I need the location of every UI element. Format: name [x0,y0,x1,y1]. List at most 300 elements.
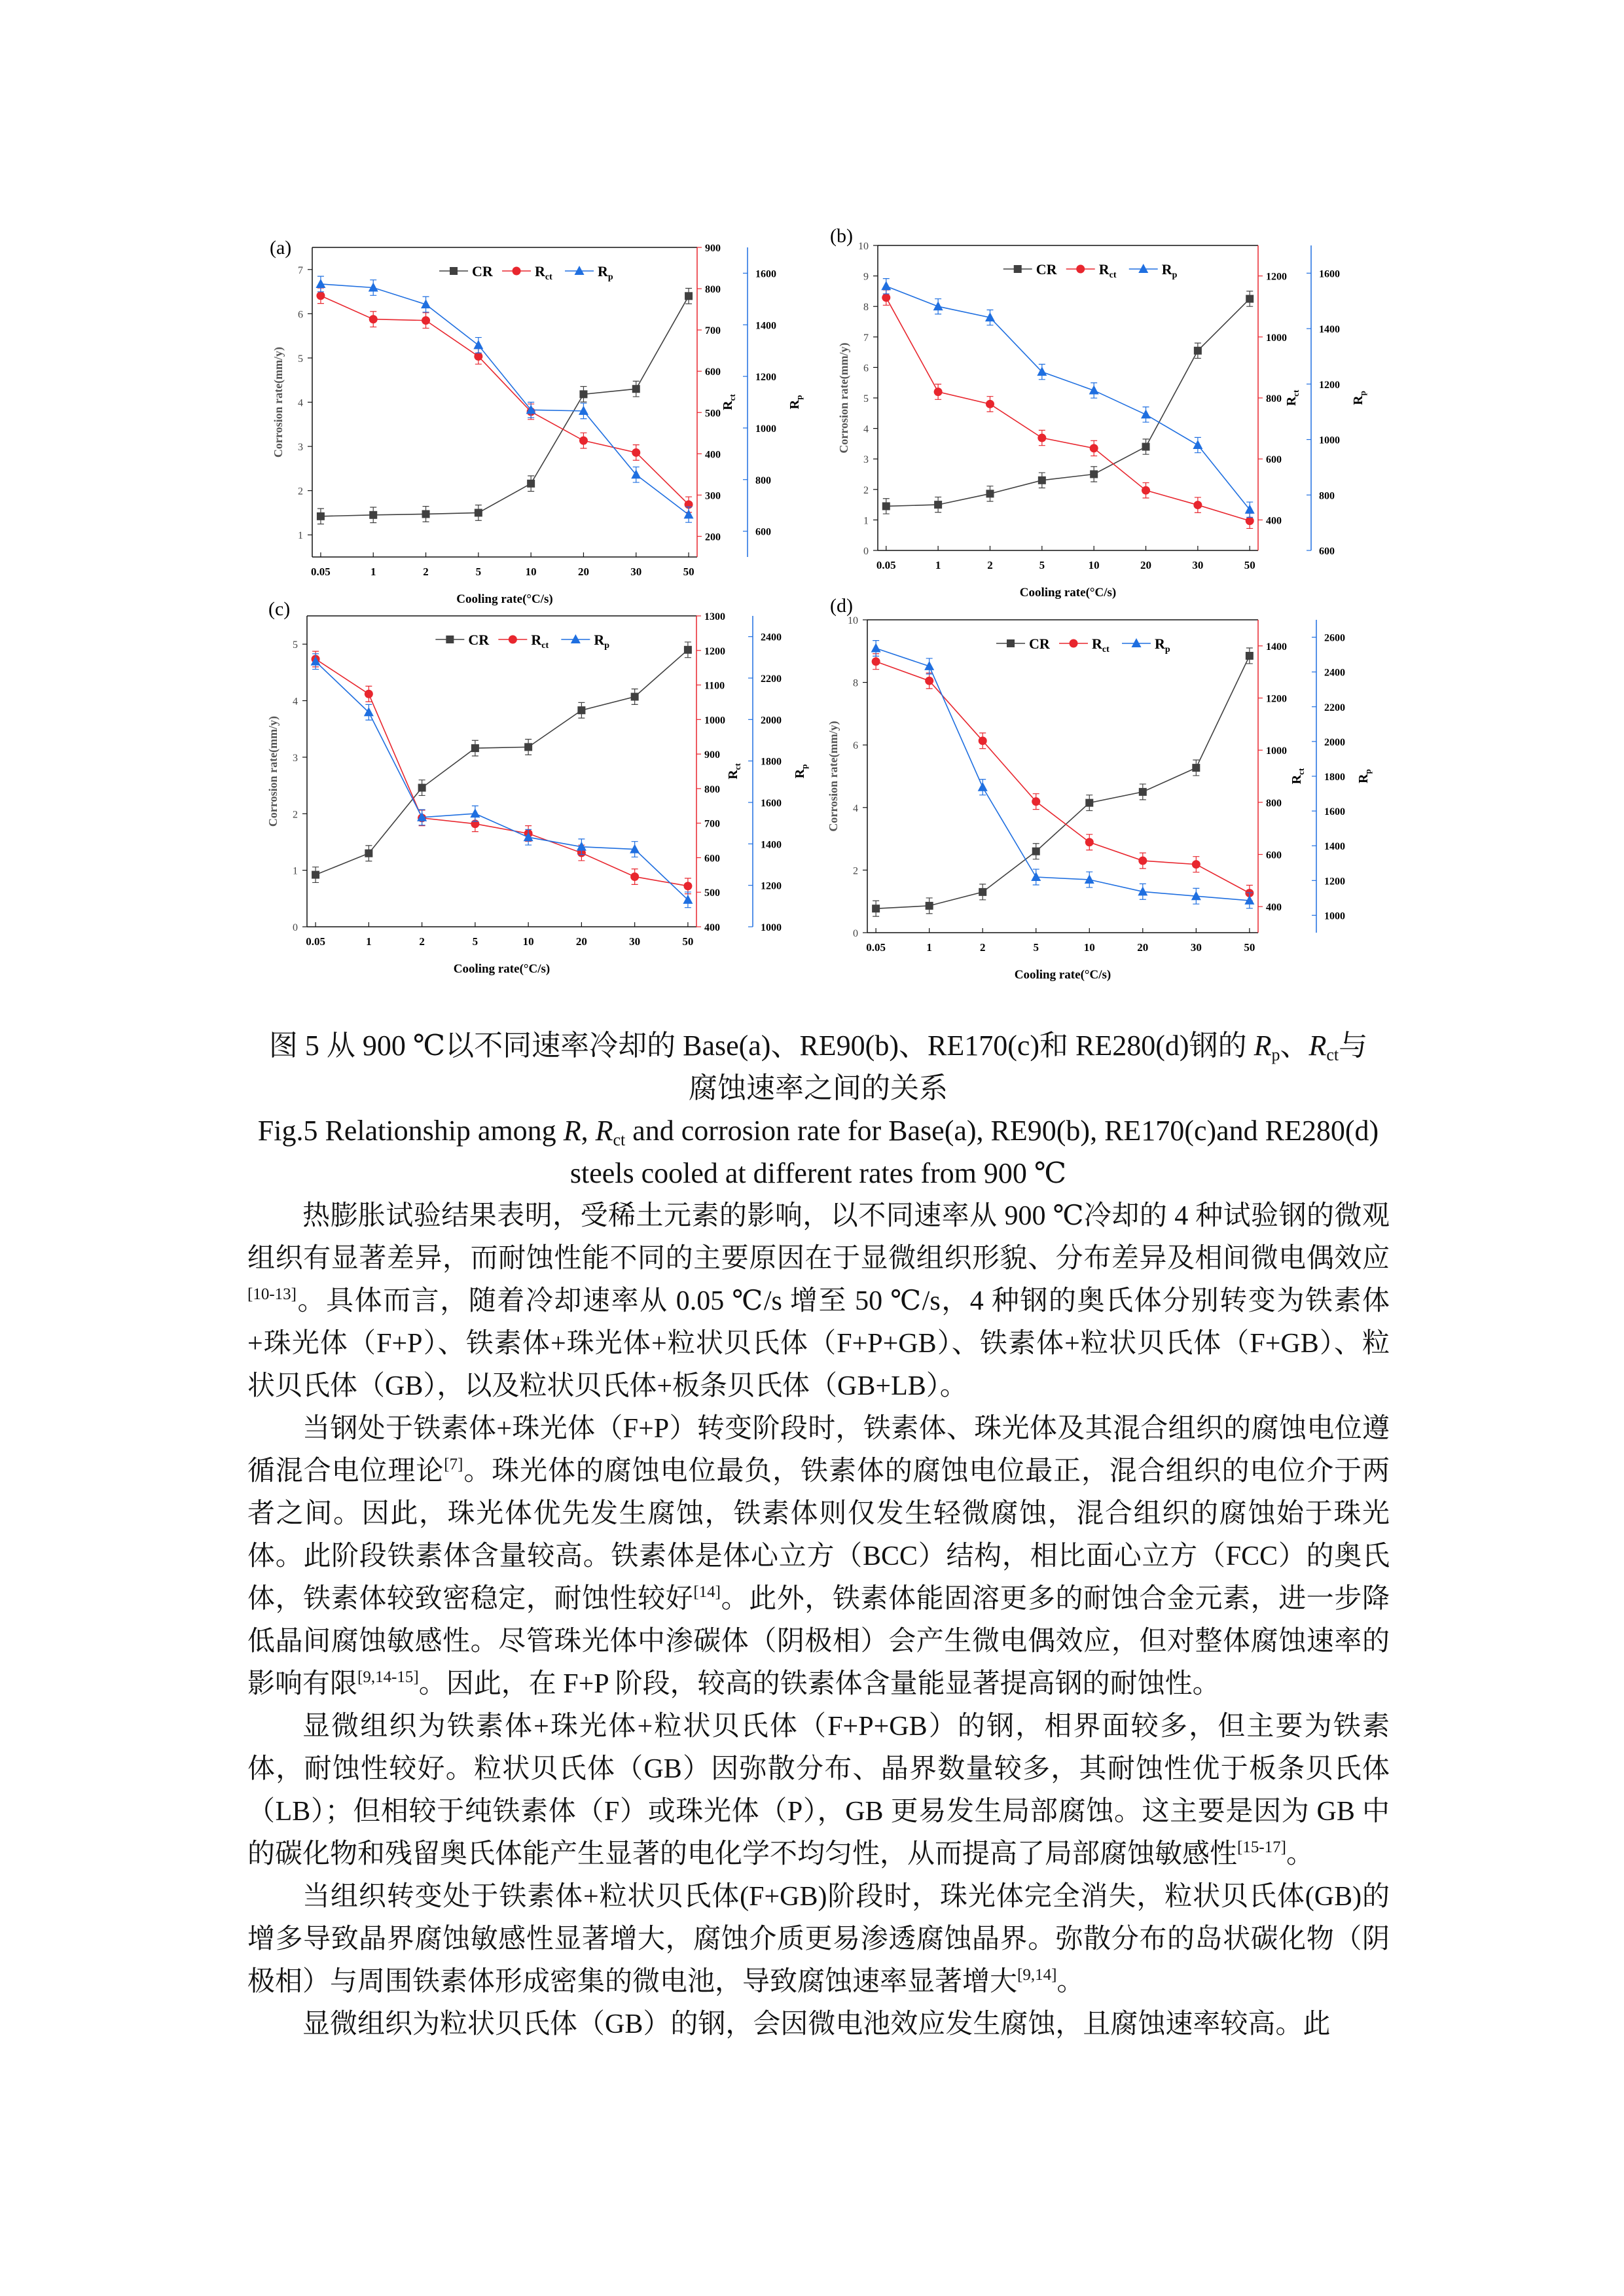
legend-label [1029,636,1051,652]
legend-label-sub: ct [1109,270,1117,280]
x-tick-label: 5 [1033,941,1039,954]
rct-tick-label: 1300 [704,611,725,622]
rp-tick-label: 1400 [1324,841,1345,853]
italic-symbol: R [1308,1030,1327,1062]
text-run: 。具体而言，随着冷却速率从 0.05 ℃/s 增至 50 ℃/s，4 种钢的奥氏体分别转变为铁素体+珠光体（F+P）、铁素体+珠光体+粒状贝氏体（F+P+GB）、铁素体+粒状贝氏体（F+GB）、粒状贝氏体（GB），以及粒状贝氏体+板条贝氏体（GB+LB）。 [247,1286,1390,1401]
text-run: 热膨胀试验结果表明，受稀土元素的影响，以不同速率从 900 ℃冷却的 4 种试验钢的微观组织有显著差异，而耐蚀性能不同的主要原因在于显微组织形貌、分布差异及相间微电偶效应 [247,1201,1390,1274]
rct-tick-label: 1200 [704,645,725,657]
axis-title-main: R [721,401,735,410]
rp-axis-title [793,764,809,779]
legend-label-main: CR [1036,261,1057,278]
data-point-cr [422,510,430,518]
legend-marker-rp [1132,638,1142,647]
legend-marker-rct [1070,639,1078,648]
data-point-cr [1246,295,1254,303]
cr-tick-label: 7 [863,332,869,344]
data-point-cr [1032,848,1040,855]
legend-label [1099,261,1117,280]
paragraph [247,1195,1390,1408]
legend-marker-rp [1138,264,1148,273]
rp-tick-label: 2000 [761,715,782,726]
rp-tick-label: 2600 [1324,632,1345,644]
x-tick-label: 20 [1137,941,1149,954]
cr-tick-label: 3 [293,752,298,764]
cr-tick-label: 0 [853,928,858,939]
legend [435,632,609,651]
rct-tick-label: 900 [704,749,720,761]
data-point-rp [473,340,483,349]
axis-title-main: R [1356,774,1371,783]
legend-label [1092,636,1110,655]
series-line-cr [876,656,1250,908]
legend-label [598,263,613,282]
rct-tick-label: 600 [1266,454,1282,466]
x-tick-label: 10 [1088,559,1100,571]
legend-label-main: R [598,263,608,279]
series-line-rct [886,298,1250,521]
chart-panel [827,595,1373,982]
paragraph [247,1706,1390,1876]
figure-caption-cn-line1 [242,1024,1394,1067]
data-point-cr [524,743,532,751]
rp-tick-label: 1400 [1319,324,1340,336]
data-point-rp [881,281,891,290]
text-run: 图 5 从 900 ℃以不同速率冷却的 Base(a)、RE90(b)、RE170(c)和 RE280(d)钢的 [268,1030,1254,1062]
axis-title-main: R [726,770,740,780]
figure-caption-en-line2 [242,1152,1394,1194]
rp-tick-label: 1000 [755,423,776,435]
data-point-rct [1193,501,1202,509]
rct-axis-title [1284,389,1301,406]
cr-tick-label: 2 [298,486,303,497]
legend-marker-rct [513,267,521,276]
data-point-rct [579,437,588,445]
cr-tick-label: 1 [863,515,869,527]
rct-tick-label: 900 [705,243,721,254]
legend-label [531,632,549,651]
data-point-rct [1038,434,1046,442]
data-point-cr [1194,347,1202,355]
legend-marker-rct [509,636,517,644]
data-point-rct [1090,444,1098,452]
x-tick-label: 30 [1192,559,1204,571]
x-tick-label: 50 [682,935,694,948]
legend-label-main: R [1155,636,1165,652]
chart-panel [266,598,809,976]
data-point-cr [934,501,942,509]
data-point-rct [1138,857,1147,865]
text-run: 。 [1286,1839,1314,1869]
rp-tick-label: 600 [1319,546,1335,557]
data-point-rp [1031,872,1041,881]
panel-label: (d) [830,595,853,617]
data-point-cr [684,646,692,654]
data-point-rct [369,315,378,323]
series-rct [882,290,1254,528]
cr-axis-title: Corrosion rate(mm/y) [837,342,850,454]
x-tick-label: 2 [979,941,986,954]
rp-tick-label: 1200 [1319,379,1340,391]
rct-tick-label: 600 [705,367,721,378]
rp-tick-label: 2400 [1324,667,1345,679]
legend-label-sub: ct [1102,645,1110,655]
rct-tick-label: 400 [705,449,721,461]
legend-label [1036,261,1058,278]
data-point-rp [684,509,694,518]
data-point-rct [316,291,325,300]
data-point-rp [1193,440,1202,449]
cr-tick-label: 2 [293,809,298,821]
legend-label-sub: p [604,641,610,651]
rct-tick-label: 1000 [1266,332,1287,344]
rct-tick-label: 500 [705,408,721,420]
citation: [9,14-15] [357,1668,419,1686]
subscript: ct [1326,1045,1339,1064]
rct-tick-label: 500 [704,888,720,899]
rct-axis-title [726,763,742,780]
rp-tick-label: 1600 [761,798,782,809]
text-run: 与 [1339,1030,1368,1062]
legend [439,263,613,282]
legend-label-main: CR [468,632,490,648]
legend-label [472,263,494,279]
rct-tick-label: 600 [1266,850,1282,861]
data-point-rct [630,872,639,881]
chart-panel [830,225,1367,600]
subscript: p [1271,1045,1280,1064]
x-tick-label: 0.05 [876,559,896,571]
rct-tick-label: 400 [704,922,720,933]
series-rp [316,276,693,522]
axis-title-sub: ct [1296,768,1306,775]
data-point-cr [882,502,890,510]
legend-marker-cr [450,267,458,275]
citation: [14] [693,1583,721,1601]
text-run: 当组织转变处于铁素体+粒状贝氏体(F+GB)阶段时，珠光体完全消失，粒状贝氏体(GB)的增多导致晶界腐蚀敏感性显著增大，腐蚀介质更易渗透腐蚀晶界。弥散分布的岛状碳化物（阴极相）与周围铁素体形成密集的微电池，导致腐蚀速率显著增大 [247,1882,1390,1997]
legend-label-main: R [1098,261,1110,278]
x-axis-title: Cooling rate(°C/s) [1019,586,1117,600]
x-axis-title: Cooling rate(°C/s) [1014,968,1111,982]
series-rp [881,279,1254,518]
data-point-rct [925,677,933,685]
text-run: steels cooled at different rates from 900 ℃ [569,1157,1067,1189]
cr-tick-label: 1 [298,530,303,542]
data-point-cr [365,850,372,857]
text-run: Fig.5 Relationship among [257,1115,564,1147]
figure-caption-en-line1 [242,1109,1394,1152]
rp-axis-title [1351,391,1367,405]
rp-tick-label: 2400 [761,632,782,643]
x-tick-label: 2 [987,559,993,571]
legend-label-main: R [535,263,545,279]
rct-tick-label: 1400 [1266,641,1287,653]
series-line-cr [316,650,688,875]
rct-tick-label: 1000 [704,715,725,726]
cr-tick-label: 9 [863,271,869,283]
data-point-cr [979,888,986,896]
citation: [10-13] [247,1285,297,1303]
data-point-cr [418,784,426,792]
rp-axis-title [1356,769,1373,783]
data-point-cr [926,902,933,910]
text-run: 当钢处于铁素体+珠光体（F+P）转变阶段时，铁素体、珠光体及其混合组织的腐蚀电位遵循混合电位理论 [247,1414,1390,1486]
series-line-cr [321,296,689,516]
x-tick-label: 30 [1190,941,1202,954]
cr-tick-label: 6 [863,363,869,374]
paragraph [247,2003,1390,2046]
axis-title-main: R [1351,395,1365,405]
citation: [7] [444,1456,463,1473]
legend-label-sub: p [607,272,613,282]
data-point-cr [1192,764,1200,772]
x-axis-title: Cooling rate(°C/s) [453,962,550,976]
legend-marker-rp [571,634,581,643]
rp-tick-label: 1600 [755,268,776,280]
data-point-cr [685,292,693,300]
data-point-cr [471,744,479,752]
x-tick-label: 50 [1244,941,1255,954]
data-point-rp [978,782,988,791]
data-point-rct [986,400,994,408]
rct-axis-title [1290,768,1306,784]
rct-tick-label: 800 [705,284,721,296]
data-point-cr [527,480,535,488]
series-line-rct [876,662,1250,893]
rct-axis-title [721,394,737,410]
text-run: 。珠光体的腐蚀电位最负，铁素体的腐蚀电位最正，混合组织的电位介于两者之间。因此，珠光体优先发生腐蚀，铁素体则仅发生轻微腐蚀，混合组织的腐蚀始于珠光体。此阶段铁素体含量较高。铁素体是体心立方（BCC）结构，相比面心立方（FCC）的奥氏体，铁素体较致密稳定，耐蚀性较好 [247,1456,1390,1614]
legend-label-main: CR [472,263,493,279]
legend-marker-cr [1007,639,1015,647]
x-tick-label: 0.05 [311,565,331,578]
series-line-cr [886,299,1250,507]
data-point-cr [1085,799,1093,807]
paragraph [247,1408,1390,1706]
data-point-rct [882,293,890,302]
data-point-rct [632,448,640,457]
x-tick-label: 50 [1244,559,1255,571]
axis-title-sub: ct [727,394,737,401]
legend-label [1155,636,1170,655]
italic-symbol: R [1254,1030,1272,1062]
series-rct [872,654,1254,901]
legend-label [1162,261,1178,280]
cr-tick-label: 4 [863,423,869,435]
legend-marker-rct [1076,265,1085,274]
rp-tick-label: 1800 [761,756,782,768]
legend-label-sub: p [1164,645,1170,655]
cr-axis-title: Corrosion rate(mm/y) [272,346,285,458]
panel-label: (c) [268,598,291,620]
rp-tick-label: 1000 [1319,435,1340,446]
rct-tick-label: 700 [704,818,720,830]
axis-title-sub: p [1358,391,1367,396]
data-point-cr [312,871,319,879]
text-run: 、 [1280,1030,1309,1062]
data-point-cr [1038,476,1046,484]
rp-tick-label: 2200 [1324,702,1345,713]
panel-label: (b) [830,225,853,247]
cr-tick-label: 8 [863,302,869,314]
data-point-rp [316,279,325,288]
rct-tick-label: 400 [1266,902,1282,914]
citation: [15-17] [1237,1839,1286,1856]
rct-tick-label: 600 [704,853,720,865]
data-point-cr [369,511,377,519]
cr-tick-label: 5 [863,393,869,404]
subscript: ct [613,1130,626,1149]
rct-tick-label: 1100 [704,680,725,692]
data-point-rct [683,882,692,890]
body-text [247,1195,1390,2046]
figure-5-charts [0,0,1624,1021]
data-point-rct [365,690,373,698]
legend-label [594,632,609,651]
legend [996,636,1170,655]
axis-title-main: R [793,768,807,779]
legend-marker-cr [446,636,454,643]
data-point-rp [579,406,588,415]
data-point-rp [1089,386,1099,395]
text-run: 显微组织为粒状贝氏体（GB）的钢，会因微电池效应发生腐蚀，且腐蚀速率较高。此 [302,2009,1331,2039]
rp-tick-label: 1400 [761,839,782,851]
legend-label-main: R [1161,261,1172,278]
axis-title-sub: ct [732,763,742,770]
citation: [9,14] [1017,1966,1057,1984]
legend-label [468,632,490,648]
data-point-rct [1032,797,1040,806]
rp-tick-label: 1200 [761,880,782,892]
data-point-cr [1090,471,1098,478]
cr-tick-label: 3 [863,454,869,466]
axis-title-sub: ct [1291,389,1301,397]
series-line-rp [886,286,1250,509]
rct-tick-label: 800 [1266,393,1282,404]
text-run: and corrosion rate for Base(a), RE90(b), RE170(c)and RE280(d) [625,1115,1379,1147]
data-point-cr [872,905,880,912]
data-point-rct [979,736,987,745]
x-tick-label: 5 [472,935,478,948]
x-tick-label: 10 [1083,941,1095,954]
rp-tick-label: 2000 [1324,736,1345,748]
axis-title-sub: p [799,764,809,769]
rp-tick-label: 1000 [761,922,782,933]
data-point-rct [934,387,943,396]
data-point-cr [1246,652,1254,660]
text-run: , [581,1115,596,1147]
data-point-rct [422,316,430,325]
paragraph [247,1876,1390,2003]
legend-label-main: R [594,632,605,648]
cr-tick-label: 10 [848,615,858,626]
cr-tick-label: 3 [298,442,303,454]
chart-panel [270,237,804,606]
data-point-rp [1141,409,1151,418]
x-tick-label: 2 [423,565,429,578]
legend-label [535,263,552,282]
cr-tick-label: 6 [853,740,858,752]
rct-tick-label: 700 [705,325,721,337]
cr-tick-label: 2 [863,484,869,496]
x-tick-label: 1 [935,559,941,571]
text-run: 腐蚀速率之间的关系 [689,1072,948,1104]
axis-title-main: R [1284,396,1299,406]
cr-axis-title: Corrosion rate(mm/y) [827,721,840,832]
x-tick-label: 20 [577,565,589,578]
data-point-cr [1142,443,1150,451]
rp-tick-label: 1200 [1324,876,1345,888]
data-point-cr [317,512,325,520]
data-point-rct [474,352,482,361]
rct-tick-label: 1200 [1266,271,1287,283]
cr-tick-label: 1 [293,865,298,877]
x-tick-label: 20 [1140,559,1152,571]
cr-axis-title: Corrosion rate(mm/y) [266,715,280,827]
x-tick-label: 2 [419,935,425,948]
x-tick-label: 20 [575,935,587,948]
data-point-cr [986,490,994,497]
x-tick-label: 10 [525,565,537,578]
data-point-cr [1139,788,1147,796]
rct-tick-label: 400 [1266,515,1282,527]
rp-tick-label: 2200 [761,673,782,685]
cr-tick-label: 10 [858,241,869,252]
data-point-rct [1246,516,1254,525]
rp-tick-label: 1600 [1319,268,1340,280]
data-point-rp [871,643,881,653]
x-tick-label: 30 [629,935,641,948]
rct-tick-label: 800 [1266,797,1282,809]
legend-label-sub: p [1172,270,1178,280]
cr-tick-label: 4 [853,802,858,814]
x-tick-label: 0.05 [306,935,325,948]
legend-marker-cr [1014,265,1022,273]
data-point-rp [933,301,943,310]
data-point-cr [579,390,587,398]
text-run: 显微组织为铁素体+珠光体+粒状贝氏体（F+P+GB）的钢，相界面较多，但主要为铁素体，耐蚀性较好。粒状贝氏体（GB）因弥散分布、晶界数量较多，其耐蚀性优于板条贝氏体（LB）；但相较于纯铁素体（F）或珠光体（P），GB 更易发生局部腐蚀。这主要是因为 GB 中的碳化物和残留奥氏体能产生显著的电化学不均匀性，从而提高了局部腐蚀敏感性 [247,1712,1390,1869]
legend-label-main: R [1092,636,1102,652]
x-tick-label: 5 [475,565,482,578]
cr-tick-label: 4 [293,696,298,708]
x-axis-title: Cooling rate(°C/s) [456,592,553,606]
rct-tick-label: 200 [705,531,721,543]
cr-tick-label: 7 [298,264,303,276]
cr-tick-label: 0 [863,546,869,557]
legend-label-main: R [531,632,542,648]
rct-tick-label: 300 [705,490,721,502]
cr-tick-label: 5 [298,353,303,365]
axis-title-main: R [1290,774,1304,785]
cr-tick-label: 4 [298,397,303,409]
rp-tick-label: 800 [1319,490,1335,502]
data-point-cr [631,693,639,701]
rct-tick-label: 1200 [1266,693,1287,705]
data-point-cr [577,706,585,714]
text-run: 。 [1056,1967,1085,1997]
figure-caption-cn-line2 [242,1067,1394,1109]
data-point-cr [475,509,482,516]
rp-tick-label: 1800 [1324,772,1345,783]
x-tick-label: 1 [926,941,932,954]
text-run: 。因此，在 F+P 阶段，较高的铁素体含量能显著提高钢的耐蚀性。 [418,1669,1220,1699]
x-tick-label: 5 [1039,559,1045,571]
x-tick-label: 30 [630,565,642,578]
axis-title-sub: p [1363,769,1373,774]
legend-label-sub: ct [545,272,552,282]
rct-tick-label: 1000 [1266,745,1287,757]
data-point-cr [632,385,640,393]
cr-tick-label: 0 [293,922,298,933]
rp-axis-title [787,395,804,410]
